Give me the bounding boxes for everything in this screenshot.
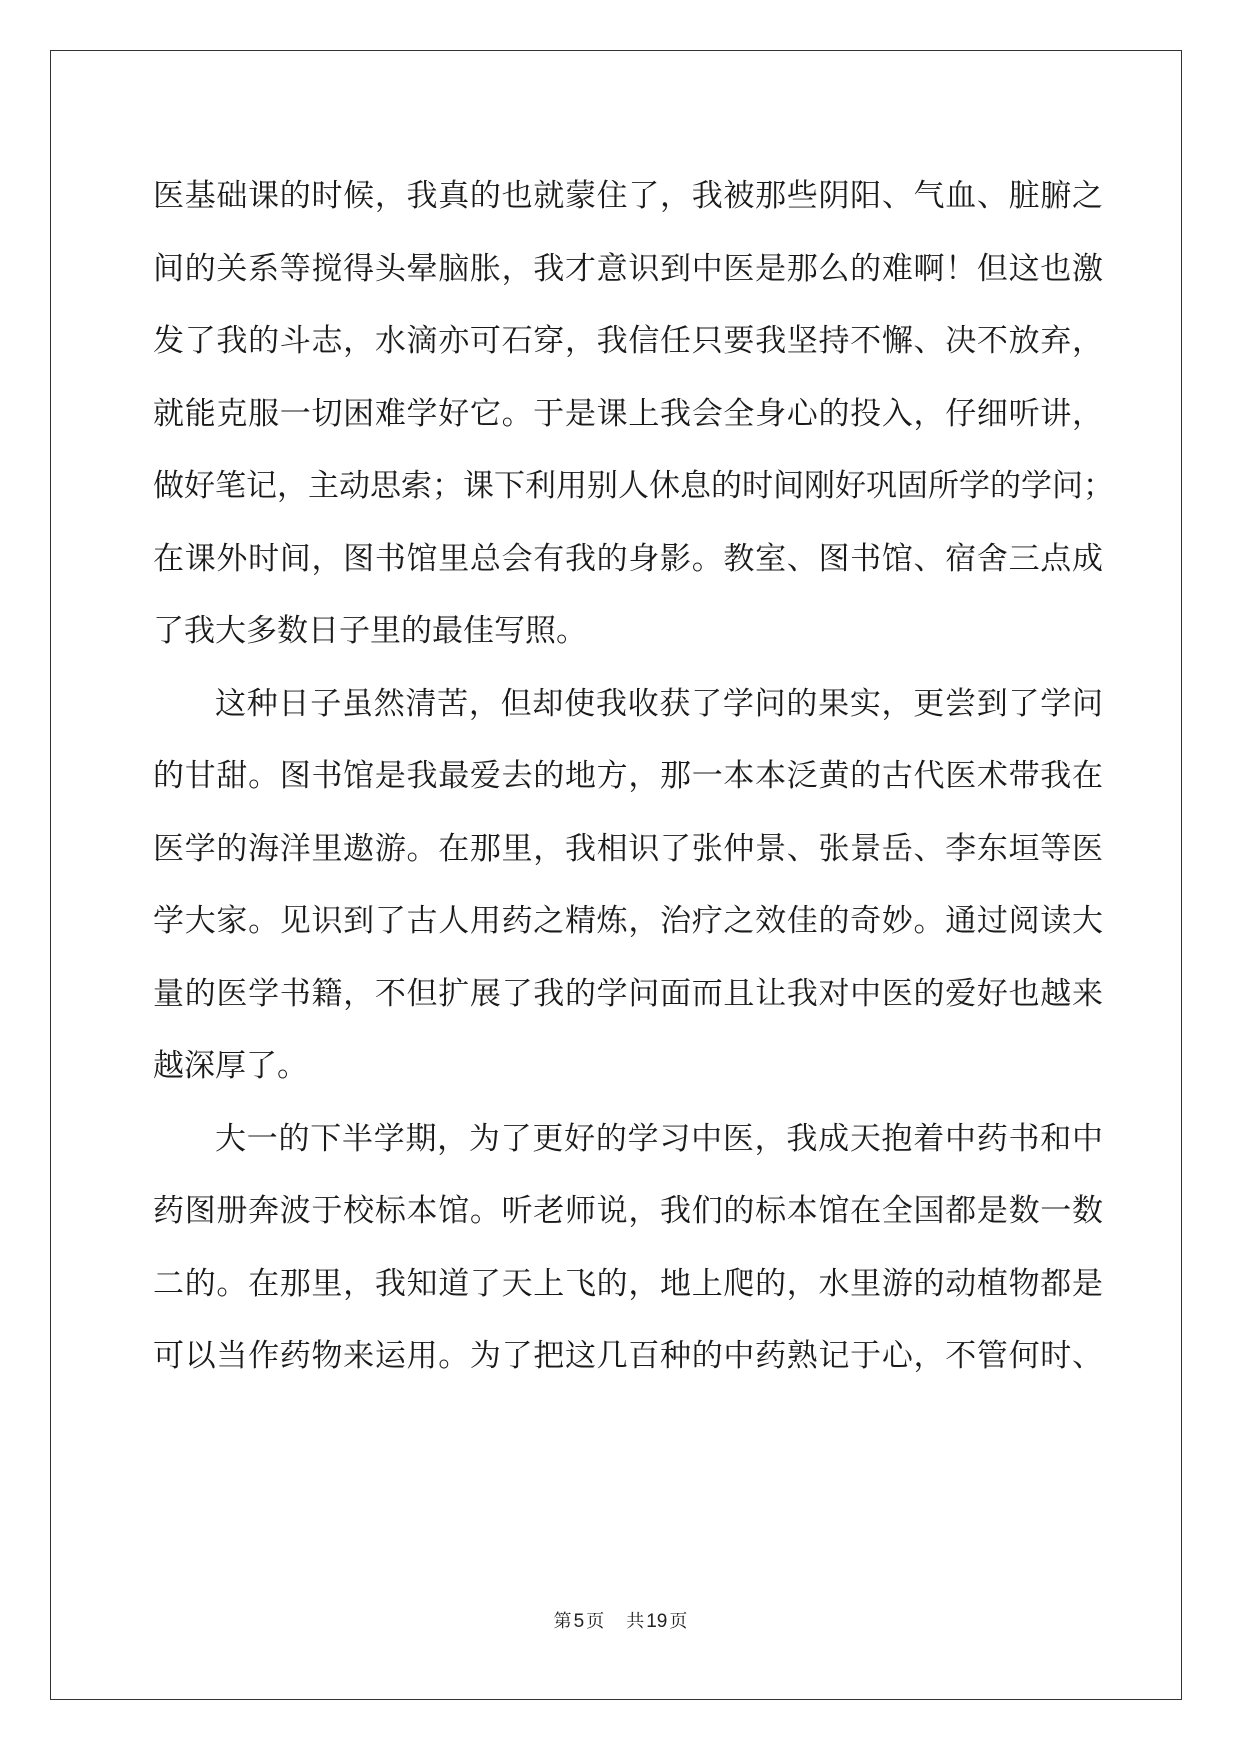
text-line: 医基础课的时候，我真的也就蒙住了，我被那些阴阳、气血、脏腑之	[153, 178, 1103, 214]
text-line-paragraph-start: 这种日子虽然清苦，但却使我收获了学问的果实，更尝到了学问	[215, 685, 1103, 722]
footer-prefix: 第	[553, 1611, 572, 1632]
document-body	[153, 160, 1114, 1393]
page-number: 5	[573, 1611, 585, 1632]
text-line: 量的医学书籍，不但扩展了我的学问面而且让我对中医的爱好也越来	[153, 975, 1103, 1012]
total-unit: 页	[669, 1611, 688, 1632]
total-prefix: 共	[626, 1611, 645, 1632]
page-unit: 页	[586, 1611, 605, 1632]
text-line: 药图册奔波于校标本馆。听老师说，我们的标本馆在全国都是数一数	[153, 1193, 1103, 1229]
text-line: 间的关系等搅得头晕脑胀，我才意识到中医是那么的难啊！但这也激	[153, 250, 1103, 287]
text-line: 发了我的斗志，水滴亦可石穿，我信任只要我坚持不懈、决不放弃，	[153, 323, 1103, 359]
page-footer	[0, 1607, 1241, 1633]
text-line: 二的。在那里，我知道了天上飞的，地上爬的，水里游的动植物都是	[153, 1265, 1103, 1302]
text-line: 就能克服一切困难学好它。于是课上我会全身心的投入，仔细听讲，	[153, 395, 1103, 432]
text-line: 可以当作药物来运用。为了把这几百种的中药熟记于心，不管何时、	[153, 1338, 1103, 1374]
text-line: 越深厚了。	[153, 1048, 308, 1084]
text-line: 医学的海洋里遨游。在那里，我相识了张仲景、张景岳、李东垣等医	[153, 830, 1103, 867]
total-pages: 19	[646, 1611, 668, 1632]
text-line: 学大家。见识到了古人用药之精炼，治疗之效佳的奇妙。通过阅读大	[153, 903, 1103, 939]
text-line: 的甘甜。图书馆是我最爱去的地方，那一本本泛黄的古代医术带我在	[153, 758, 1103, 794]
text-line: 了我大多数日子里的最佳写照。	[153, 613, 587, 649]
text-line-paragraph-start: 大一的下半学期，为了更好的学习中医，我成天抱着中药书和中	[215, 1120, 1103, 1157]
text-line: 在课外时间，图书馆里总会有我的身影。教室、图书馆、宿舍三点成	[153, 540, 1103, 577]
text-line: 做好笔记，主动思索；课下利用别人休息的时间刚好巩固所学的学问；	[153, 468, 1114, 504]
